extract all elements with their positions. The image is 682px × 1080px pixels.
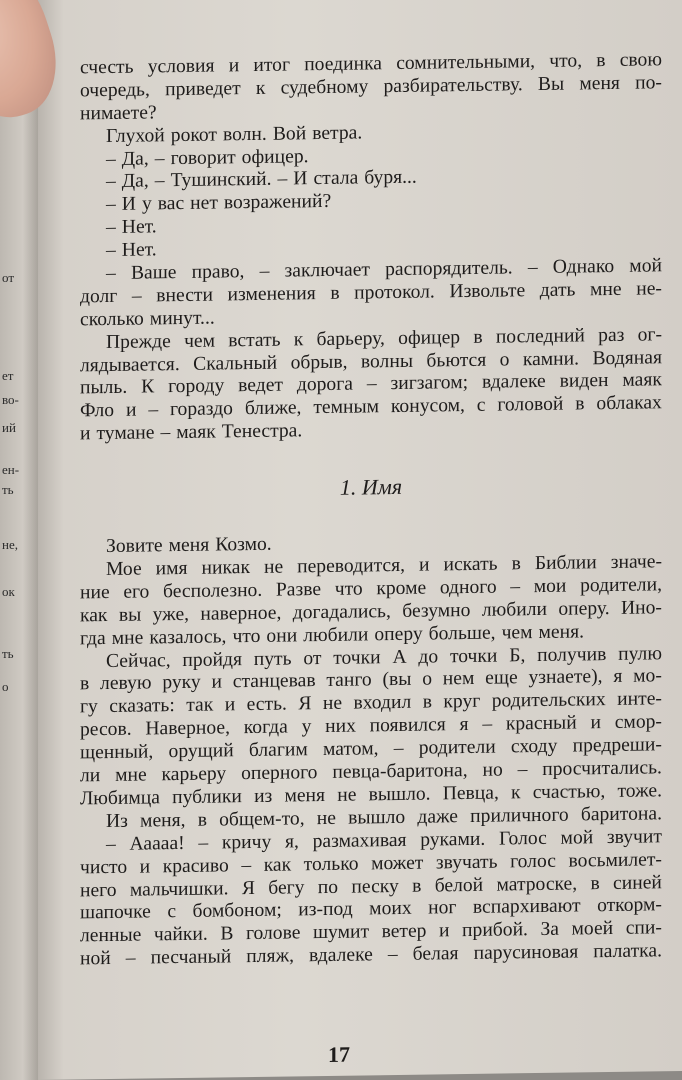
text-line: – Ааааа! – кричу я, размахивая руками. Голос мой звучит: [106, 826, 662, 855]
text-line: Глухой рокот волн. Вой ветра.: [106, 122, 363, 147]
text-line: ной – песчаный пляж, вдалеке – белая парусиновая палатка.: [80, 940, 662, 970]
text-line: сколько минут...: [80, 307, 215, 331]
page-number: 17: [328, 1041, 350, 1067]
text-line: гда мне казалось, что они любили оперу больше, чем меня.: [80, 621, 585, 650]
text-line: – Ваше право, – заключает распорядитель. – Однако мой: [106, 255, 662, 285]
left-page-fragment: о: [2, 679, 9, 694]
page-text: [80, 49, 662, 971]
text-line: Из меня, в общем-то, не вышло даже приличного баритона.: [106, 803, 662, 832]
text-line: шапочке с бомбоном; из-под моих ног вспархивают откорм-: [80, 894, 662, 924]
text-line: как вы уже, наверное, догадались, безумно любили оперу. Ино-: [80, 597, 662, 627]
left-page-fragment: от: [2, 270, 15, 285]
text-line: очередь, приведет к судебному разбирательству. Вы меня по-: [80, 72, 662, 102]
text-line: Сейчас, пройдя путь от точки А до точки Б, получив пулю: [106, 642, 662, 672]
text-line: него мальчишки. Я бегу по песку в белой матроске, в синей: [80, 871, 662, 901]
text-line: – И у вас нет возражений?: [106, 191, 332, 216]
text-line: чисто и красиво – как только может звучать голос восьмилет-: [80, 848, 662, 879]
text-line: ленные чайки. В голове шумит ветер и прибой. За моей спи-: [80, 917, 662, 947]
left-page-fragment: во-: [2, 392, 19, 407]
text-line: Любимца публики из меня не вышло. Певца, к счастью, тоже.: [80, 780, 662, 810]
left-page-fragment: не,: [2, 537, 18, 552]
text-line: Прежде чем встать к барьеру, офицер в последний раз ог-: [106, 323, 662, 353]
text-after-chapter: [80, 528, 662, 971]
text-line: счесть условия и итог поединка сомнительными, что, в свою: [80, 49, 662, 79]
text-line: Зовите меня Козмо.: [106, 533, 272, 558]
text-line: пыль. К городу ведет дорога – зигзагом; вдалеке виден маяк: [80, 369, 662, 399]
text-line: ресов. Наверное, когда у них появился я – красный и смор-: [80, 711, 662, 741]
text-line: гу сказать: так и есть. Я не входил в круг родительских инте-: [80, 688, 662, 718]
text-line: щенный, орущий благим матом, – родители сходу предреши-: [80, 734, 662, 764]
text-line: – Да, – говорит офицер.: [106, 145, 309, 170]
text-line: Фло и – гораздо ближе, темным конусом, с головой в облаках: [80, 392, 662, 422]
text-line: нимаете?: [80, 102, 157, 125]
text-before-chapter: [80, 49, 662, 446]
left-page-fragment: ен-: [2, 462, 20, 477]
book-page: [38, 0, 682, 1080]
text-line: Мое имя никак не переводится, и искать в Библии значе-: [106, 551, 662, 581]
text-line: ние его бесполезно. Разве что кроме одного – мои родители,: [80, 574, 662, 604]
text-line: долг – внести изменения в протокол. Извольте дать мне не-: [80, 278, 662, 308]
text-line: и тумане – маяк Тенестра.: [80, 420, 303, 445]
text-line: – Нет.: [106, 216, 157, 239]
text-line: – Нет.: [106, 239, 157, 262]
left-page-fragment: ий: [2, 420, 16, 435]
left-page-edge: [0, 0, 38, 1080]
left-page-fragment: ет: [2, 368, 14, 383]
left-page-fragment: ть: [2, 482, 14, 497]
left-page-fragment: ок: [2, 584, 15, 599]
text-line: в левую руку и станцевав танго (вы о нем еще узнаете), я мо-: [80, 665, 662, 695]
text-line: – Да, – Тушинский. – И стала буря...: [106, 167, 417, 193]
left-page-fragment: ть: [2, 646, 14, 661]
chapter-title: 1. Имя: [339, 473, 403, 500]
text-line: ли мне карьеру оперного певца-баритона, но – просчитались.: [80, 757, 662, 787]
text-line: лядывается. Скальный обрыв, волны бьются о камни. Водяная: [80, 346, 662, 376]
